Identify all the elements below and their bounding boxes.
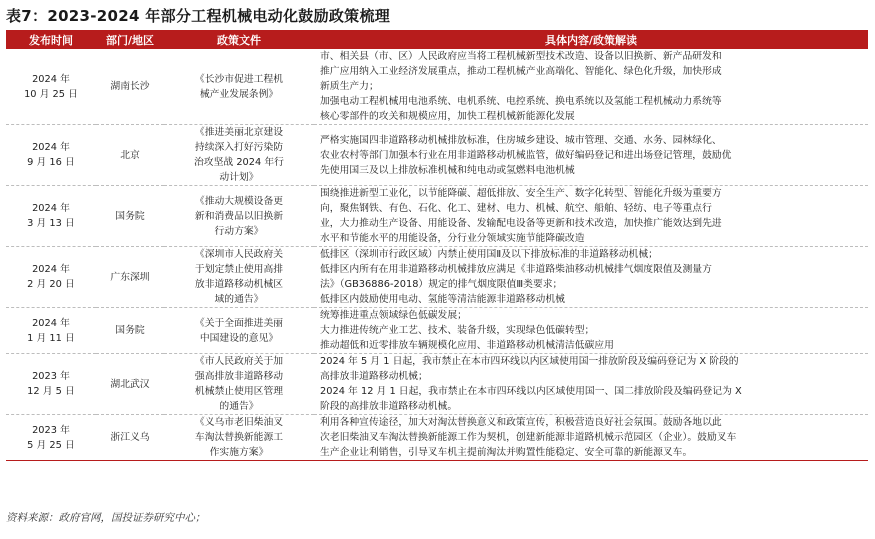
cell-date-line: 3 月 13 日: [27, 218, 75, 229]
cell-date: [6, 125, 96, 186]
cell-content-line: 法》（GB36886-2018）规定的排气烟度限值Ⅲ类要求；: [320, 279, 563, 290]
cell-document-line: 《推进美丽北京建设: [194, 127, 284, 138]
cell-content: [314, 308, 868, 354]
cell-document: [164, 125, 314, 186]
cell-date-line: 2024 年: [32, 264, 70, 275]
cell-document-line: 《义乌市老旧柴油叉: [194, 417, 284, 428]
cell-date-line: 2024 年: [32, 317, 70, 329]
cell-date-line: 12 月 5 日: [27, 386, 75, 397]
cell-document: [164, 49, 314, 125]
cell-content-line: 高排放非道路移动机械；: [320, 371, 428, 382]
cell-document-line: 作实施方案》: [209, 447, 269, 458]
cell-content-line: 加强电动工程机械用电池系统、电机系统、电控系统、换电系统以及氢能工程机械动力系统等: [320, 96, 722, 107]
table-row: [6, 186, 868, 247]
source-note: 资料来源：政府官网，国投证券研究中心；: [6, 512, 206, 524]
cell-region: 浙江义乌: [96, 415, 164, 461]
cell-region: 国务院: [96, 186, 164, 247]
table-row: [6, 247, 868, 308]
cell-content: [314, 125, 868, 186]
cell-date-line: 2024 年: [32, 142, 70, 153]
cell-date: [6, 247, 96, 308]
cell-region: 湖南长沙: [96, 49, 164, 125]
cell-document-line: 强高排放非道路移动: [194, 371, 284, 382]
cell-document-line: 于划定禁止使用高排: [194, 264, 284, 275]
cell-date: [6, 415, 96, 461]
cell-content-line: 严格实施国四非道路移动机械排放标准，住房城乡建设、城市管理、交通、水务、园林绿化、: [320, 134, 722, 146]
cell-content-line: 推广应用纳入工业经济发展重点，推动工程机械产业高端化、智能化、绿色化升级，加快形成: [320, 66, 722, 77]
table-row: [6, 308, 868, 354]
cell-content-line: 2024 年 12 月 1 日起，我市禁止在本市四环线以内区域使用国一、国二排放阶段及编码登记为 X: [320, 386, 742, 397]
cell-date-line: 10 月 25 日: [24, 88, 78, 100]
table-row: [6, 354, 868, 415]
cell-date: [6, 186, 96, 247]
table-row: [6, 415, 868, 461]
cell-document-line: 《深圳市人民政府关: [194, 249, 284, 260]
cell-date-line: 9 月 16 日: [27, 157, 75, 168]
cell-document-line: 《长沙市促进工程机: [194, 73, 284, 85]
cell-date-line: 2024 年: [32, 203, 70, 214]
cell-date-line: 2023 年: [32, 424, 70, 436]
cell-content-line: 利用各种宣传途径，加大对淘汰替换意义和政策宣传，积极营造良好社会氛围。鼓励各地以此: [320, 417, 722, 428]
cell-date-line: 2 月 20 日: [27, 279, 75, 290]
cell-document-line: 动计划》: [219, 172, 259, 183]
cell-date: [6, 308, 96, 354]
cell-document: [164, 247, 314, 308]
cell-document-line: 械产业发展条例》: [199, 88, 279, 100]
cell-region: 北京: [96, 125, 164, 186]
header-region: 部门/地区: [96, 30, 164, 49]
cell-content-line: 农业农村等部门加强本行业在用非道路移动机械监管，做好编码登记和进出场登记管理，鼓励优: [320, 149, 732, 161]
cell-date-line: 1 月 11 日: [27, 332, 75, 344]
cell-document-line: 域的通告》: [214, 294, 264, 305]
cell-content: [314, 186, 868, 247]
cell-date: [6, 49, 96, 125]
cell-content-line: 生产企业让利销售，引导叉车机主提前淘汰并购置性能稳定、安全可靠的新能源叉车。: [320, 447, 693, 458]
cell-date-line: 5 月 25 日: [27, 439, 75, 451]
cell-document-line: 车淘汰替换新能源工: [194, 432, 284, 443]
cell-document: [164, 415, 314, 461]
table-row: [6, 49, 868, 125]
cell-document-line: 持续深入打好污染防: [194, 142, 284, 153]
cell-content: [314, 49, 868, 125]
cell-content-line: 先使用国三及以上排放标准机械和纯电动或氢燃料电池机械: [320, 164, 575, 176]
cell-content-line: 新质生产力；: [320, 81, 379, 92]
cell-document-line: 《推动大规模设备更: [194, 195, 284, 207]
policy-table: [6, 30, 868, 461]
cell-content-line: 业，大力推动生产设备、用能设备、发输配电设备等更新和技术改造，加快推广能效达到先进: [320, 218, 722, 229]
cell-document-line: 中国建设的意见》: [199, 332, 279, 344]
cell-content: [314, 354, 868, 415]
cell-content: [314, 415, 868, 461]
cell-content-line: 低排区内所有在用非道路移动机械排放应满足《非道路柴油移动机械排气烟度限值及测量方: [320, 264, 712, 275]
header-document: 政策文件: [164, 30, 314, 49]
cell-region: 湖北武汉: [96, 354, 164, 415]
header-date: 发布时间: [6, 30, 96, 49]
cell-content-line: 向，聚焦钢铁、有色、石化、化工、建材、电力、机械、航空、船舶、轻纺、电子等重点行: [320, 203, 712, 214]
cell-date-line: 2024 年: [32, 73, 70, 85]
cell-document-line: 行动方案》: [214, 225, 264, 237]
cell-content-line: 统筹推进重点领域绿色低碳发展；: [320, 310, 467, 321]
cell-document: [164, 186, 314, 247]
cell-content-line: 次老旧柴油叉车淘汰替换新能源工作为契机，创建新能源非道路机械示范园区（企业）。鼓励叉车: [320, 432, 737, 443]
cell-content-line: 低排区（深圳市行政区域）内禁止使用国Ⅱ及以下排放标准的非道路移动机械；: [320, 249, 658, 260]
cell-document-line: 《关于全面推进美丽: [194, 317, 284, 329]
cell-document: [164, 308, 314, 354]
table-body: [6, 49, 868, 461]
cell-content-line: 围绕推进新型工业化，以节能降碳、超低排放、安全生产、数字化转型、智能化升级为重要方: [320, 188, 722, 199]
cell-document-line: 机械禁止使用区管理: [194, 386, 284, 397]
cell-content-line: 市、相关县（市、区）人民政府应当将工程机械新型技术改造、设备以旧换新、新产品研发和: [320, 51, 722, 62]
cell-region: 国务院: [96, 308, 164, 354]
cell-document-line: 的通告》: [219, 401, 259, 412]
cell-content-line: 低排区内鼓励使用电动、氢能等清洁能源非道路移动机械: [320, 294, 565, 305]
cell-date: [6, 354, 96, 415]
cell-content-line: 阶段的高排放非道路移动机械。: [320, 401, 458, 412]
cell-content-line: 水平和节能水平的用能设备，分行业分领域实施节能降碳改造: [320, 233, 585, 244]
header-content: 具体内容/政策解读: [314, 30, 868, 49]
cell-content-line: 大力推进传统产业工艺、技术、装备升级，实现绿色低碳转型；: [320, 325, 595, 336]
cell-content-line: 2024 年 5 月 1 日起，我市禁止在本市四环线以内区域使用国一排放阶段及编码登记为 X 阶段的: [320, 356, 739, 367]
cell-document-line: 放非道路移动机械区: [194, 279, 284, 290]
cell-date-line: 2023 年: [32, 371, 70, 382]
cell-content: [314, 247, 868, 308]
table-row: [6, 125, 868, 186]
cell-document-line: 治攻坚战 2024 年行: [194, 157, 284, 168]
cell-document-line: 《市人民政府关于加: [194, 356, 284, 367]
table-title: 表7：2023-2024 年部分工程机械电动化鼓励政策梳理: [6, 7, 391, 25]
cell-region: 广东深圳: [96, 247, 164, 308]
cell-document: [164, 354, 314, 415]
cell-document-line: 新和消费品以旧换新: [194, 210, 284, 222]
cell-content-line: 推动超低和近零排放车辆规模化应用、非道路移动机械清洁低碳应用: [320, 340, 614, 351]
cell-content-line: 核心零部件的攻关和规模应用，加快工程机械新能源化发展: [320, 111, 575, 122]
table-header-row: [6, 30, 868, 49]
